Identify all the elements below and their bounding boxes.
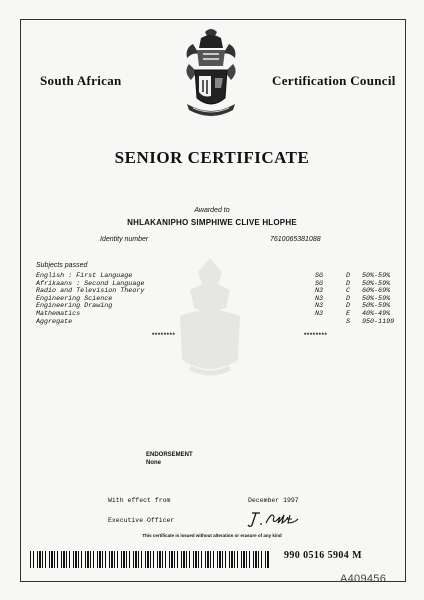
- certificate-title: SENIOR CERTIFICATE: [114, 148, 310, 167]
- subject-range: 50%-59%: [362, 279, 391, 288]
- subject-row: [36, 309, 391, 319]
- identity-number-value: 7610065381088: [270, 236, 321, 243]
- terminator-stars-left: ********: [152, 333, 176, 339]
- subject-level: N3: [315, 302, 324, 311]
- terminator-stars-right: ********: [304, 333, 328, 339]
- holder-name: NHLAKANIPHO SIMPHIWE CLIVE HLOPHE: [127, 218, 297, 227]
- subject-name: Afrikaans : Second Language: [36, 279, 145, 288]
- endorsement-value: None: [146, 460, 161, 466]
- serial-number: A409456: [340, 573, 387, 585]
- org-name-right: Certification Council: [272, 73, 396, 88]
- subject-range: 50%-59%: [362, 272, 391, 280]
- aggregate-symbol: S: [346, 317, 351, 326]
- certificate-number: 990 0516 5904 M: [284, 550, 362, 561]
- identity-number-label: Identity number: [100, 236, 149, 243]
- effect-date-value: December 1997: [248, 497, 299, 504]
- subject-name: Engineering Drawing: [36, 302, 113, 311]
- subject-range: 60%-69%: [362, 287, 391, 296]
- subject-name: Mathematics: [36, 309, 81, 318]
- subject-row: [36, 302, 391, 311]
- effect-date-label: With effect from: [108, 497, 171, 504]
- subject-symbol: D: [346, 279, 351, 288]
- subject-symbol: D: [346, 302, 351, 311]
- subject-name: Radio and Television Theory: [36, 287, 145, 296]
- subjects-heading: Subjects passed: [36, 262, 88, 269]
- aggregate-label: Aggregate: [36, 317, 73, 326]
- disclaimer-text: This certificate is issued without alteration or erasure of any kind: [142, 533, 282, 538]
- aggregate-row: [36, 317, 395, 327]
- executive-officer-label: Executive Officer: [108, 517, 175, 524]
- subject-name: English : First Language: [36, 272, 133, 280]
- endorsement-label: ENDORSEMENT: [146, 452, 193, 458]
- subject-symbol: D: [346, 294, 351, 303]
- subject-level: N3: [315, 287, 324, 296]
- subject-symbol: C: [346, 287, 351, 296]
- awarded-to-label: Awarded to: [194, 207, 230, 214]
- org-name-left: South African: [40, 73, 122, 88]
- subject-level: SG: [315, 279, 324, 288]
- subjects-table: [36, 272, 395, 326]
- subject-level: N3: [315, 294, 324, 303]
- subject-range: 50%-59%: [362, 294, 391, 303]
- signature: [246, 509, 302, 531]
- subject-range: 40%-49%: [362, 309, 391, 318]
- subject-name: Engineering Science: [36, 294, 113, 303]
- subject-level: SG: [315, 272, 324, 280]
- subject-level: N3: [315, 309, 324, 318]
- coat-of-arms-icon: [179, 26, 243, 120]
- subject-range: 50%-59%: [362, 302, 391, 311]
- aggregate-range: 950-1199: [362, 317, 395, 326]
- barcode: [30, 551, 270, 568]
- subject-symbol: D: [346, 272, 351, 280]
- subject-symbol: E: [346, 309, 351, 318]
